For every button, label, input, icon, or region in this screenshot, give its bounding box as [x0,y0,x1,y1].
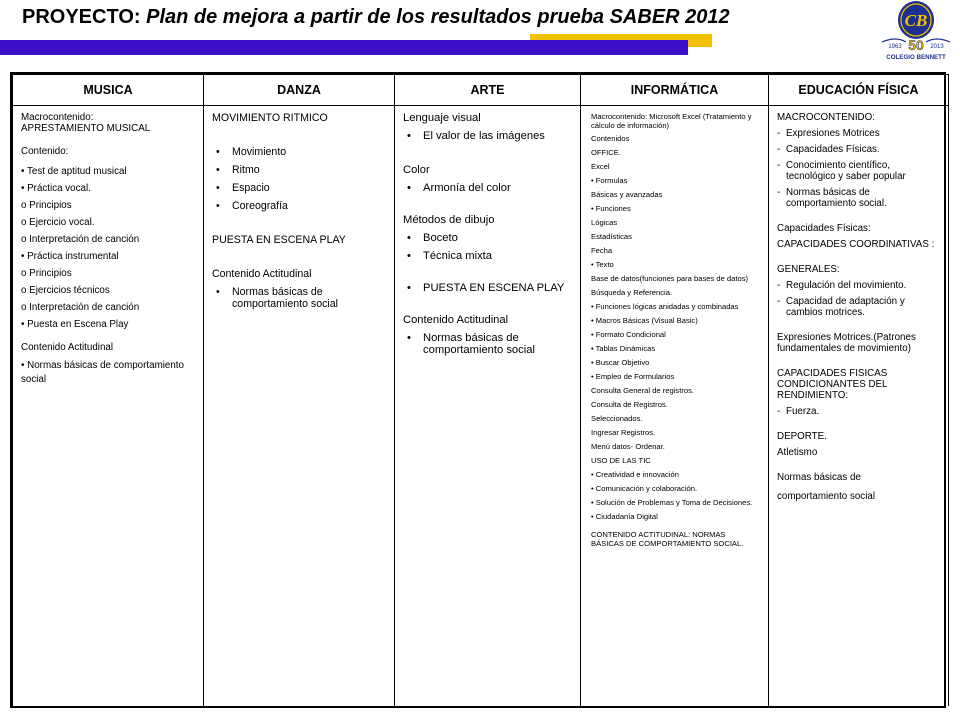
musica-line: • Puesta en Escena Play [21,319,129,330]
title-prefix: PROYECTO: [22,6,141,28]
edfisica-line: Expresiones Motrices.(Patrones fundamentales de movimiento) [777,332,916,354]
musica-line: o Interpretación de canción [21,302,140,313]
informatica-line: • Macros Básicas (Visual Basic) [591,316,698,325]
danza-line: • Espacio [212,182,386,194]
header-informatica: INFORMÁTICA [581,75,769,106]
edfisica-line: MACROCONTENIDO: [777,112,875,123]
informatica-line: • Tablas Dinámicas [591,344,656,353]
musica-line: Contenido: [21,146,69,157]
danza-cell [204,106,395,707]
informatica-line: Lógicas [591,218,618,227]
arte-line: Contenido Actitudinal [403,314,509,326]
musica-line: • Práctica vocal. [21,183,91,194]
informatica-line: • Texto [591,260,614,269]
danza-line: • Normas básicas de comportamiento social [212,286,386,310]
musica-cell [13,106,204,707]
edfisica-line: GENERALES: [777,264,840,275]
informatica-line: • Empleo de Formularios [591,372,675,381]
logo-anniversary: 50 [908,37,924,53]
edfisica-line: - Capacidades Físicas. [777,144,940,155]
arte-line: • Normas básicas de comportamiento social [403,332,572,356]
informatica-line: • Funciones [591,204,631,213]
edfisica-line: - Capacidad de adaptación y cambios motrices. [777,296,940,318]
musica-line: Macrocontenido: [21,112,94,123]
informatica-line: • Solución de Problemas y Toma de Decisiones. [591,498,753,507]
edfisica-line: - Regulación del movimiento. [777,280,940,291]
blue-accent-bar [0,40,688,55]
informatica-line: • Formato Condicional [591,330,666,339]
edfisica-cell [769,106,949,707]
informatica-line: • Ciudadanía Digital [591,512,658,521]
danza-line: • Ritmo [212,164,386,176]
informatica-line: Excel [591,162,610,171]
edfisica-line: - Expresiones Motrices [777,128,940,139]
arte-line: • El valor de las imágenes [403,130,572,142]
informatica-line: USO DE LAS TIC [591,456,651,465]
content-table [10,72,946,708]
informatica-line: Consulta de Registros. [591,400,668,409]
informatica-line: Ingresar Registros. [591,428,656,437]
musica-line: APRESTAMIENTO MUSICAL [21,123,151,134]
musica-line: • Práctica instrumental [21,251,119,262]
danza-line: MOVIMIENTO RITMICO [212,112,328,124]
informatica-line: Consulta General de registros. [591,386,694,395]
danza-line: Contenido Actitudinal [212,268,312,280]
title-text: Plan de mejora a partir de los resultados prueba SABER 2012 [146,6,730,28]
musica-line: o Principios [21,200,72,211]
header-educacion-fisica: EDUCACIÓN FÍSICA [769,75,949,106]
header-musica: MUSICA [13,75,204,106]
danza-line: • Movimiento [212,146,386,158]
informatica-line: Macrocontenido: Microsoft Excel (Tratamiento y cálculo de información) [591,112,752,130]
informatica-line: • Funciones lógicas anidadas y combinadas [591,302,739,311]
page-title [22,6,730,29]
arte-line: • Técnica mixta [403,250,572,262]
edfisica-line: DEPORTE. [777,431,827,442]
logo-name: COLEGIO BENNETT [886,54,946,61]
informatica-line: Búsqueda y Referencia. [591,288,673,297]
header-arte: ARTE [395,75,581,106]
arte-line: Lenguaje visual [403,112,481,124]
edfisica-line: - Normas básicas de comportamiento social. [777,187,940,209]
arte-line: • Armonía del color [403,182,572,194]
edfisica-line: Atletismo [777,447,818,458]
musica-line: o Ejercicios técnicos [21,285,110,296]
edfisica-line: comportamiento social [777,491,876,502]
school-logo [876,0,956,64]
edfisica-line: CAPACIDADES FISICAS CONDICIONANTES DEL RENDIMIENTO: [777,368,888,401]
musica-line: o Interpretación de canción [21,234,140,245]
informatica-line: • Buscar Objetivo [591,358,650,367]
informatica-line: OFFICE. [591,148,621,157]
musica-line: • Normas básicas de comportamiento social [21,360,184,386]
informatica-line: Contenidos [591,134,630,143]
arte-cell [395,106,581,707]
informatica-line: Estadísticas [591,232,632,241]
danza-line: PUESTA EN ESCENA PLAY [212,234,346,246]
edfisica-line: CAPACIDADES COORDINATIVAS : [777,239,935,250]
informatica-line: Fecha [591,246,613,255]
edfisica-line: Capacidades Físicas: [777,223,871,234]
arte-line: • PUESTA EN ESCENA PLAY [403,282,572,294]
musica-line: • Test de aptitud musical [21,166,127,177]
arte-line: Color [403,164,430,176]
arte-line: Métodos de dibujo [403,214,495,226]
musica-line: o Principios [21,268,72,279]
arte-line: • Boceto [403,232,572,244]
logo-initials: CB [904,11,928,30]
header-danza: DANZA [204,75,395,106]
logo-year-start: 1963 [888,44,902,50]
informatica-line: CONTENIDO ACTITUDINAL: NORMAS BÁSICAS DE COMPORTAMIENTO SOCIAL. [591,530,744,548]
edfisica-line: - Fuerza. [777,406,940,417]
danza-line: • Coreografía [212,200,386,212]
informatica-line: Básicas y avanzadas [591,190,663,199]
informatica-line: • Formulas [591,176,628,185]
informatica-line: Seleccionados. [591,414,643,423]
edfisica-line: Normas básicas de [777,472,861,483]
informatica-cell [581,106,769,707]
informatica-line: Base de datos(funciones para bases de datos) [591,274,749,283]
logo-year-end: 2013 [930,44,944,50]
musica-line: o Ejercicio vocal. [21,217,95,228]
informatica-line: • Creatividad e innovación [591,470,679,479]
informatica-line: Menú datos- Ordenar. [591,442,665,451]
informatica-line: • Comunicación y colaboración. [591,484,698,493]
musica-line: Contenido Actitudinal [21,342,114,353]
edfisica-line: - Conocimiento científico, tecnológico y saber popular [777,160,940,182]
